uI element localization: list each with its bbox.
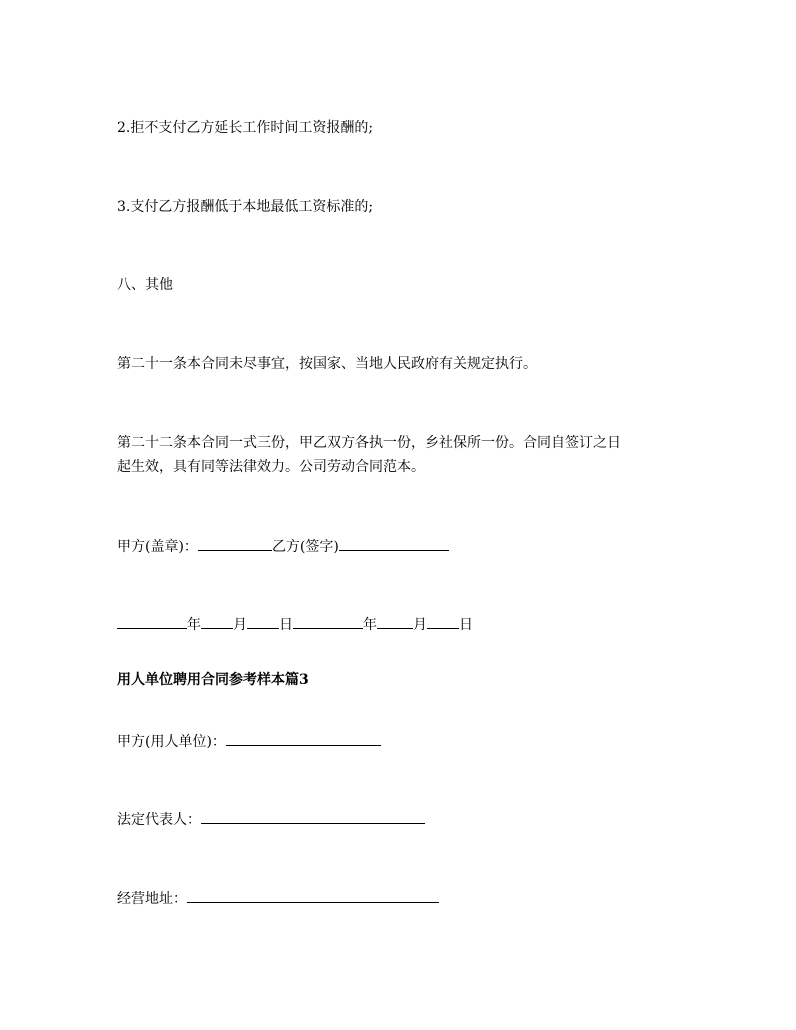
legal-representative-blank[interactable] bbox=[201, 809, 425, 824]
party-b-day-label: 日 bbox=[459, 617, 473, 633]
legal-representative-label: 法定代表人： bbox=[117, 812, 201, 828]
party-b-year-label: 年 bbox=[363, 617, 377, 633]
party-a-year-label: 年 bbox=[187, 617, 201, 633]
clause-item-2: 2.拒不支付乙方延长工作时间工资报酬的; bbox=[117, 120, 374, 136]
party-a-employer-label: 甲方(用人单位)： bbox=[117, 734, 226, 750]
party-a-year-blank[interactable] bbox=[117, 614, 187, 629]
party-a-employer-field bbox=[117, 731, 381, 752]
party-a-day-label: 日 bbox=[279, 617, 293, 633]
legal-representative-field bbox=[117, 809, 425, 830]
party-a-employer-blank[interactable] bbox=[226, 731, 381, 746]
party-a-month-label: 月 bbox=[233, 617, 247, 633]
clause-item-3: 3.支付乙方报酬低于本地最低工资标准的; bbox=[117, 199, 374, 215]
contract-sample-heading: 用人单位聘用合同参考样本篇3 bbox=[117, 672, 309, 688]
party-a-seal-label: 甲方(盖章)： bbox=[117, 539, 198, 555]
article-22-line-2: 起生效，具有同等法律效力。公司劳动合同范本。 bbox=[117, 459, 425, 475]
party-a-seal-blank[interactable] bbox=[198, 536, 272, 551]
business-address-field bbox=[117, 888, 439, 909]
party-b-year-blank[interactable] bbox=[293, 614, 363, 629]
article-21: 第二十一条本合同未尽事宜，按国家、当地人民政府有关规定执行。 bbox=[117, 356, 537, 372]
party-b-month-blank[interactable] bbox=[377, 614, 413, 629]
party-b-sign-label: 乙方(签字) bbox=[271, 539, 339, 555]
section-heading-other: 八、其他 bbox=[117, 277, 173, 293]
party-b-day-blank[interactable] bbox=[427, 614, 459, 629]
party-a-month-blank[interactable] bbox=[201, 614, 233, 629]
signature-date-line bbox=[117, 614, 473, 635]
signature-line bbox=[117, 536, 449, 557]
business-address-label: 经营地址： bbox=[117, 891, 187, 907]
party-b-sign-blank[interactable] bbox=[339, 536, 449, 551]
party-a-day-blank[interactable] bbox=[247, 614, 279, 629]
party-b-month-label: 月 bbox=[413, 617, 427, 633]
article-22-line-1: 第二十二条本合同一式三份，甲乙双方各执一份，乡社保所一份。合同自签订之日 bbox=[117, 435, 621, 451]
business-address-blank[interactable] bbox=[187, 888, 439, 903]
